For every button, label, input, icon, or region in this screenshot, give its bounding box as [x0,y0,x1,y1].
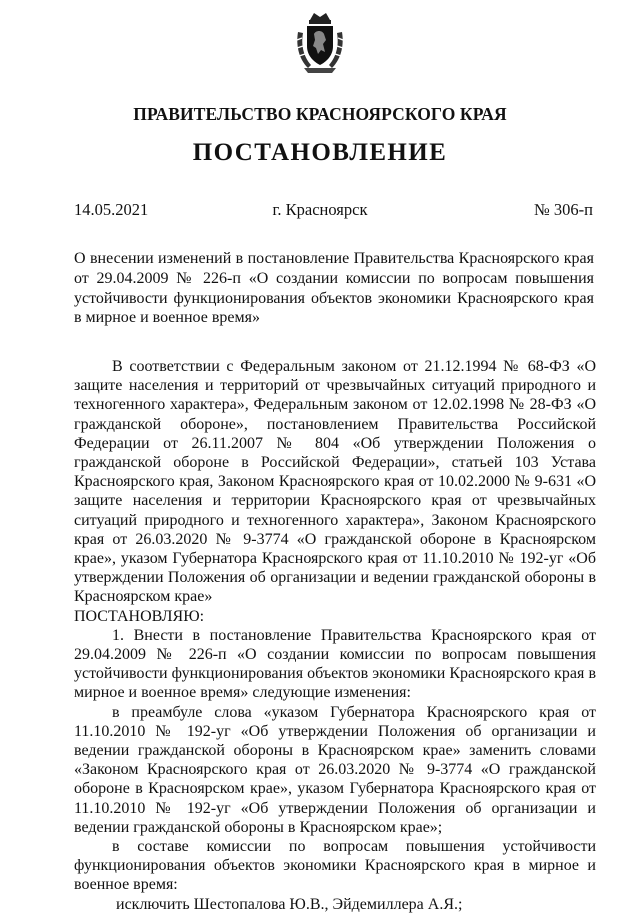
document-number: № 306-п [534,200,593,219]
document-city: г. Красноярск [272,200,368,219]
document-body [74,357,596,914]
government-title: ПРАВИТЕЛЬСТВО КРАСНОЯРСКОГО КРАЯ [133,104,507,124]
document-subject: О внесении изменений в постановление Правительства Красноярского края от 29.04.2009 № 226-п «О создании комиссии по вопросам повышения устойчивости функционирования объектов экономики Красноярского края в мирное и военное время» [74,250,594,327]
item-1-composition-change: в составе комиссии по вопросам повышения устойчивости функционирования объектов экономики Красноярского края в мирное и военное время: [74,838,596,894]
decree-word: ПОСТАНОВЛЯЮ: [74,607,205,625]
preamble-paragraph: В соответствии с Федеральным законом от 21.12.1994 № 68-ФЗ «О защите населения и территорий от чрезвычайных ситуаций природного и техногенного характера», Федеральным законом от 12.02.1998 № 28-ФЗ «О гражданской обороне», постановлением Правительства Российской Федерации от 26.11.2007 № 804 «Об утверждении Положения о гражданской обороне в Российской Федерации», статьей 103 Устава Красноярского края, Законом Красноярского края от 10.02.2000 № 9-631 «О защите населения и территории Красноярского края от чрезвычайных ситуаций природного и техногенного характера», Законом Красноярского края от 26.03.2020 № 9-3774 «О гражданской обороне в Красноярском крае», указом Губернатора Красноярского края от 11.10.2010 № 192-уг «Об утверждении Положения об организации и ведении гражданской обороны в Красноярском крае» [74,358,596,606]
item-1-preamble-change: в преамбуле слова «указом Губернатора Красноярского края от 11.10.2010 № 192-уг «Об утверждении Положения об организации и ведении гражданской обороны в Красноярском крае» заменить словами «Законом Красноярского края от 26.03.2020 № 9-3774 «О гражданской обороне в Красноярском крае», указом Губернатора Красноярского края от 11.10.2010 № 192-уг «Об утверждении Положения об организации и ведении гражданской обороны в Красноярском крае»; [74,703,596,836]
document-type-title: ПОСТАНОВЛЕНИЕ [192,139,448,166]
coat-of-arms-icon [294,10,346,76]
item-1-exclusion: исключить Шестопалова Ю.В., Эйдемиллера А.Я.; [116,895,463,913]
document-date: 14.05.2021 [74,200,149,219]
item-1-paragraph: 1. Внести в постановление Правительства Красноярского края от 29.04.2009 № 226-п «О создании комиссии по вопросам повышения устойчивости функционирования объектов экономики Красноярского края в мирное и военное время» следующие изменения: [74,626,596,702]
